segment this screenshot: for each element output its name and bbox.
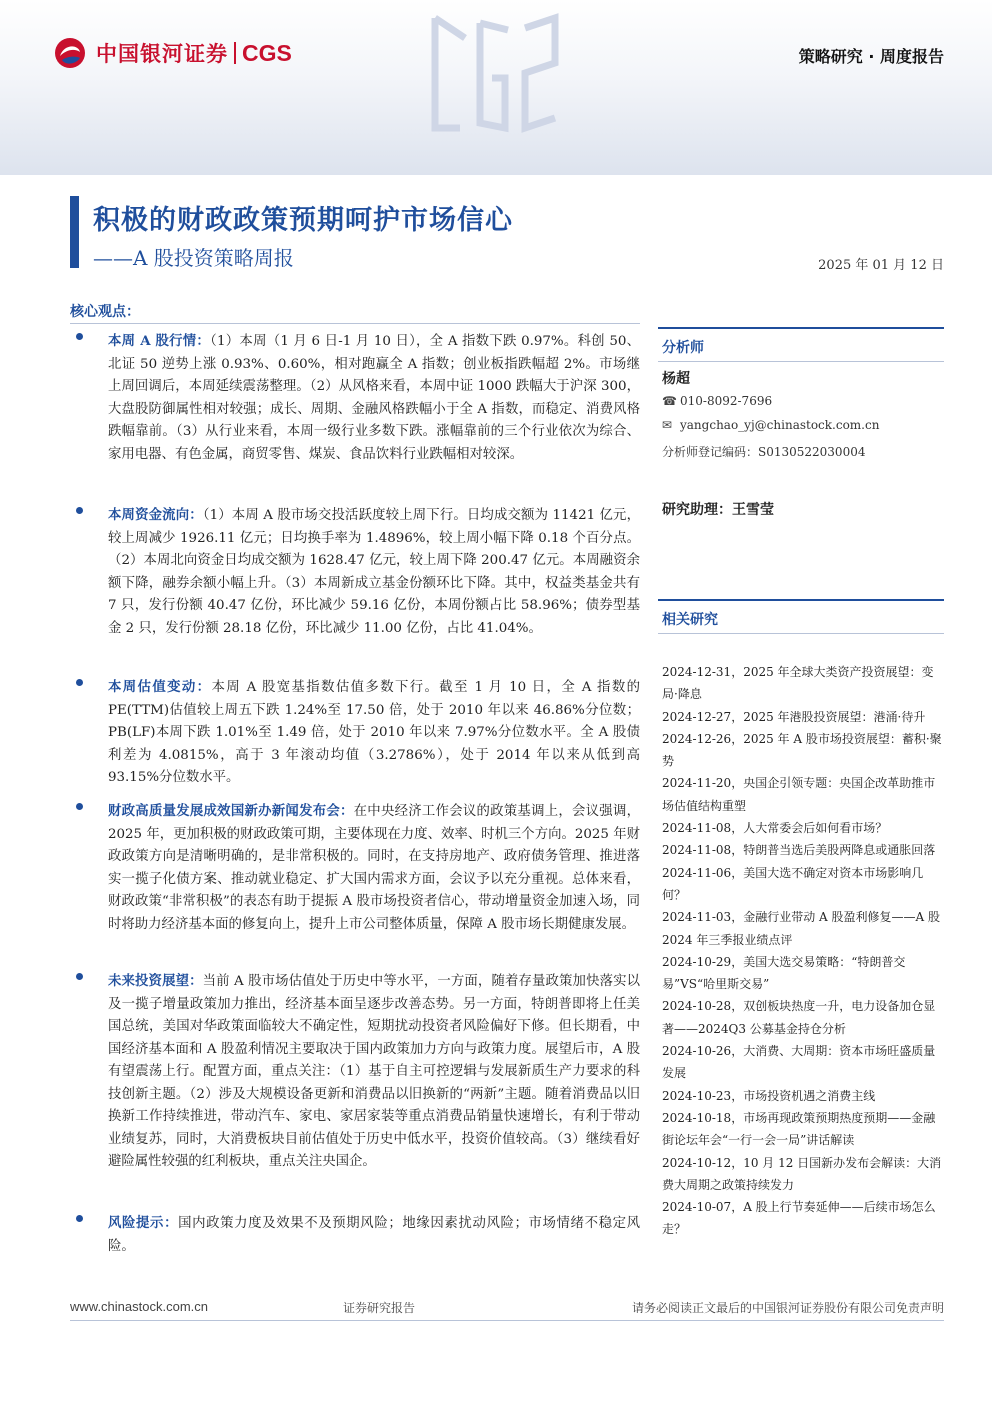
analyst-rule-bottom [658, 361, 944, 362]
report-title: 积极的财政政策预期呵护市场信心 [93, 205, 513, 236]
bullet-paragraph [108, 330, 640, 466]
analyst-name: 杨超 [662, 371, 690, 387]
bullet-body: （1）本周 A 股市场交投活跃度较上周下行。日均成交额为 11421 亿元，较上周减少 1926.11 亿元；日均换手率为 1.4896%，较上周小幅下降 0.18 个百分点。（2）本周北向资金日均成交额为 1628.47 亿元，较上周下降 200.47 亿元。本周融资余额下降，融券余额小幅上升。（3）本周新成立基金份额环比下降。其中，权益类基金共有 7 只，发行份额 40.47 亿份，环比减少 59.16 亿份，本周份额占比 58.96%；债券型基金 2 只，发行份额 28.18 亿份，环比减少 11.00 亿份，占比 41.04%。 [108, 508, 640, 636]
related-section-label: 相关研究 [662, 612, 718, 628]
related-item[interactable]: 2024-11-06，美国大选不确定对资本市场影响几何？ [662, 865, 924, 902]
footer-doc-type: 证券研究报告 [343, 1301, 416, 1315]
analyst-phone-number: 010-8092-7696 [680, 394, 773, 408]
bullet-icon [76, 507, 83, 514]
bullet-paragraph [108, 676, 640, 790]
bullet-heading: 风险提示： [108, 1215, 179, 1231]
bullet-icon [76, 1215, 83, 1222]
related-rule-top [658, 599, 944, 601]
related-item[interactable]: 2024-10-26，大消费、大周期：资本市场旺盛质量发展 [662, 1044, 936, 1081]
list-item [70, 330, 640, 466]
bullet-icon [76, 333, 83, 340]
core-views-rule [70, 323, 640, 324]
report-date: 2025 年 01 月 12 日 [818, 258, 944, 273]
related-rule-bottom [658, 633, 944, 634]
title-accent-bar [70, 196, 79, 268]
related-item[interactable]: 2024-10-07，A 股上行节奏延伸——后续市场怎么走？ [662, 1200, 936, 1237]
bullet-icon [76, 679, 83, 686]
footer-website-link[interactable]: www.chinastock.com.cn [70, 1299, 208, 1314]
research-assistant: 研究助理：王雪莹 [662, 502, 774, 518]
related-item[interactable]: 2024-10-18，市场再现政策预期热度预期——金融街论坛年会“一行一会一局”讲话解读 [662, 1110, 936, 1148]
bullet-body: （1）本周（1 月 6 日-1 月 10 日），全 A 指数下跌 0.97%。科创 50、北证 50 逆势上涨 0.93%、0.60%，相对跑赢全 A 指数；创业板指跌幅超 2%。市场继上周回调后，本周延续震荡整理。（2）从风格来看，本周中证 1000 跌幅大于沪深 300，大盘股防御属性相对较强；成长、周期、金融风格跌幅小于全 A 指数，而稳定、消费风格跌幅靠前。（3）从行业来看，本周一级行业多数下跌。涨幅靠前的三个行业依次为综合、家用电器、有色金属，商贸零售、煤炭、食品饮料行业跌幅相对较深。 [108, 334, 640, 462]
bullet-body: 当前 A 股市场估值处于历史中等水平，一方面，随着存量政策加快落实以及一揽子增量政策加力推出，经济基本面呈逐步改善态势。另一方面，特朗普即将上任美国总统，美国对华政策面临较大不确定性，短期扰动投资者风险偏好下修。但长期看，中国经济基本面和 A 股盈利情况主要取决于国内政策加力方向与政策力度。展望后市，A 股有望震荡上行。配置方面，重点关注：（1）基于自主可控逻辑与发展新质生产力要求的科技创新主题。（2）涉及大规模设备更新和消费品以旧换新的“两新”主题。随着消费品以旧换新工作持续推进，带动汽车、家电、家居家装等重点消费品销量快速增长，有利于带动业绩复苏，同时，大消费板块目前估值处于历史中低水平，投资价值较高。（3）继续看好避险属性较强的红利板块，重点关注央国企。 [108, 974, 641, 1169]
related-section-header [658, 603, 944, 635]
bullet-heading: 本周资金流向： [108, 507, 203, 523]
phone-icon: ☎ [662, 394, 677, 408]
related-research-list [662, 661, 944, 1241]
report-type: 策略研究 · 周度报告 [798, 47, 944, 66]
bullet-paragraph [108, 970, 640, 1174]
bullet-heading: 本周估值变动： [108, 679, 212, 695]
logo-chinese-name: 中国银河证券 [96, 42, 228, 66]
footer-disclaimer: 请务必阅读正文最后的中国银河证券股份有限公司免责声明 [631, 1301, 944, 1315]
list-item [70, 1212, 640, 1258]
list-item [70, 676, 640, 790]
related-item[interactable]: 2024-10-29，美国大选交易策略：“特朗普交易”VS“哈里斯交易” [662, 954, 906, 992]
bullet-body: 本周 A 股宽基指数估值多数下行。截至 1 月 10 日，全 A 指数的 PE(TTM)估值较上周五下跌 1.24%至 17.50 倍，处于 2010 年以来 46.86%分位数；PB(LF)本周下跌 1.01%至 1.49 倍，处于 2010 年以来 7.97%分位数水平。全 A 股债利差为 4.0815%，高于 3 年滚动均值（3.2786%），处于 2014 年以来从低到高 93.15%分位数水平。 [108, 680, 641, 785]
related-item[interactable]: 2024-10-23，市场投资机遇之消费主线 [662, 1088, 876, 1103]
bullet-heading: 本周 A 股行情： [108, 333, 211, 349]
logo-separator [234, 42, 236, 64]
analyst-registration: 分析师登记编码：S0130522030004 [662, 445, 866, 459]
related-item[interactable]: 2024-12-31，2025 年全球大类资产投资展望：变局·降息 [662, 665, 934, 702]
analyst-section-header [658, 331, 944, 363]
list-item [70, 970, 640, 1174]
bullet-paragraph [108, 800, 640, 936]
bullet-paragraph [108, 504, 640, 640]
related-item[interactable]: 2024-10-12，10 月 12 日国新办发布会解读：大消费大周期之政策持续发力 [662, 1155, 942, 1192]
bullet-body: 在中央经济工作会议的政策基调上，会议强调，2025 年，更加积极的财政政策可期，主要体现在力度、效率、时机三个方向。2025 年财政政策方向是清晰明确的，是非常积极的。同时，在支持房地产、政府债务管理、推进落实一揽子化债方案、推动就业稳定、扩大国内需求方面，会议予以充分重视。总体来看，财政政策“非常积极”的表态有助于提振 A 股市场投资者信心，带动增量资金加速入场，同时将助力经济基本面的修复向上，提升上市公司整体质量，保障 A 股市场长期健康发展。 [108, 804, 640, 932]
related-item[interactable]: 2024-10-28，双创板块热度一升，电力设备加仓显著——2024Q3 公募基金持仓分析 [662, 999, 936, 1036]
bullet-paragraph [108, 1212, 640, 1258]
bullet-body: 国内政策力度及效果不及预期风险；地缘因素扰动风险；市场情绪不稳定风险。 [108, 1216, 641, 1254]
related-item[interactable]: 2024-11-08，人大常委会后如何看市场？ [662, 821, 888, 836]
brand-logo [52, 36, 292, 70]
core-views-label: 核心观点： [70, 304, 140, 320]
bullet-icon [76, 803, 83, 810]
bullet-heading: 财政高质量发展成效国新办新闻发布会： [108, 803, 354, 819]
list-item [70, 504, 640, 640]
report-subtitle: ——A 股投资策略周报 [93, 246, 294, 270]
bullet-heading: 未来投资展望： [108, 973, 203, 989]
related-item[interactable]: 2024-12-27，2025 年港股投资展望：港涌·待升 [662, 709, 926, 724]
mail-icon: ✉ [662, 418, 673, 432]
related-item[interactable]: 2024-11-08，特朗普当选后美股两降息或通胀回落 [662, 843, 936, 858]
analyst-rule-top [658, 327, 944, 329]
related-item[interactable]: 2024-11-20，央国企引领专题：央国企改革助推市场估值结构重塑 [662, 776, 936, 813]
related-item[interactable]: 2024-11-03，金融行业带动 A 股盈利修复——A 股 2024 年三季报业绩点评 [662, 910, 940, 947]
logo-swirl-icon [52, 36, 88, 70]
analyst-email[interactable] [662, 418, 879, 432]
bullet-icon [76, 973, 83, 980]
related-item[interactable]: 2024-12-26，2025 年 A 股市场投资展望：蓄积·聚势 [662, 731, 942, 769]
analyst-email-address[interactable]: yangchao_yj@chinastock.com.cn [680, 418, 880, 432]
cgs-watermark-graphic [420, 8, 570, 138]
analyst-section-label: 分析师 [662, 340, 704, 356]
analyst-phone [662, 394, 772, 408]
logo-english-name: CGS [242, 39, 292, 66]
list-item [70, 800, 640, 936]
footer-rule [70, 1320, 944, 1321]
